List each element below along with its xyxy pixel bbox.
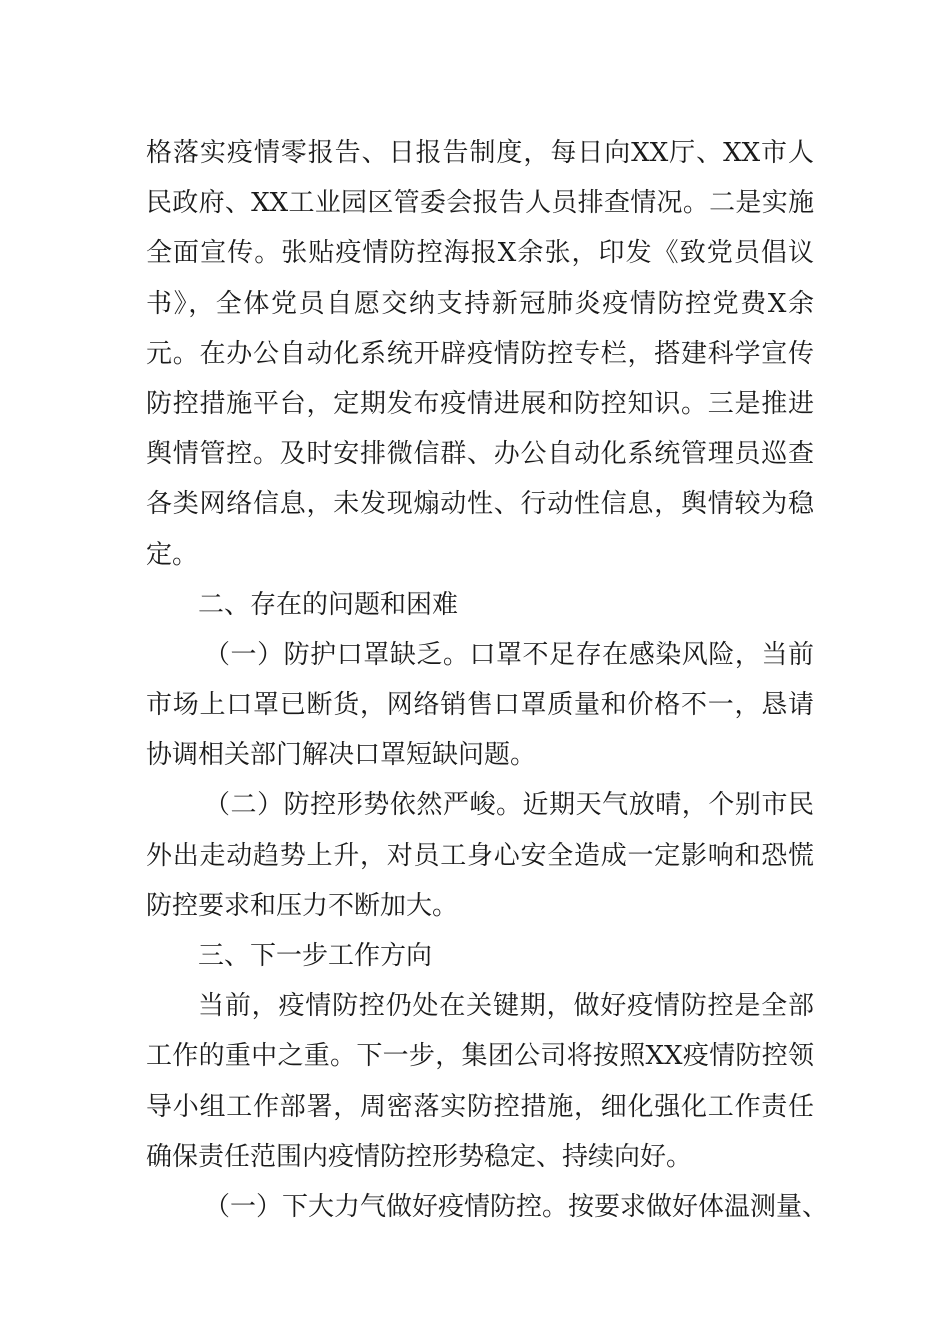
body-line: 全面宣传。张贴疫情防控海报X余张，印发《致党员倡议 <box>146 238 814 269</box>
body-line: 工作的重中之重。下一步，集团公司将按照XX疫情防控领 <box>146 1041 814 1072</box>
body-line: 当前，疫情防控仍处在关键期，做好疫情防控是全部 <box>198 991 814 1022</box>
body-line: 舆情管控。及时安排微信群、办公自动化系统管理员巡查 <box>146 439 814 470</box>
body-line: 外出走动趋势上升，对员工身心安全造成一定影响和恐慌 <box>146 840 814 871</box>
body-line: （一）防护口罩缺乏。口罩不足存在感染风险，当前 <box>204 639 814 670</box>
body-line: 民政府、XX工业园区管委会报告人员排查情况。二是实施 <box>146 188 814 219</box>
body-line: 各类网络信息，未发现煽动性、行动性信息，舆情较为稳 <box>146 489 814 520</box>
document-body <box>146 128 829 1232</box>
body-line: 防控要求和压力不断加大。 <box>146 890 459 921</box>
body-line: 导小组工作部署，周密落实防控措施，细化强化工作责任 <box>146 1091 814 1122</box>
section-heading: 二、存在的问题和困难 <box>198 589 459 620</box>
body-line: （二）防控形势依然严峻。近期天气放晴，个别市民 <box>204 790 814 821</box>
body-line: 协调相关部门解决口罩短缺问题。 <box>146 740 537 771</box>
section-heading: 三、下一步工作方向 <box>198 941 433 971</box>
body-line: 确保责任范围内疫情防控形势稳定、持续向好。 <box>146 1141 693 1172</box>
body-line: 防控措施平台，定期发布疫情进展和防控知识。三是推进 <box>146 388 814 419</box>
body-line: （一）下大力气做好疫情防控。按要求做好体温测量、 <box>204 1191 829 1222</box>
body-line: 书》，全体党员自愿交纳支持新冠肺炎疫情防控党费X余 <box>146 288 814 319</box>
body-line: 市场上口罩已断货，网络销售口罩质量和价格不一，恳请 <box>146 690 814 721</box>
body-line: 格落实疫情零报告、日报告制度，每日向XX厅、XX市人 <box>146 138 814 168</box>
body-line: 元。在办公自动化系统开辟疫情防控专栏，搭建科学宣传 <box>146 338 814 369</box>
body-line: 定。 <box>146 539 199 570</box>
